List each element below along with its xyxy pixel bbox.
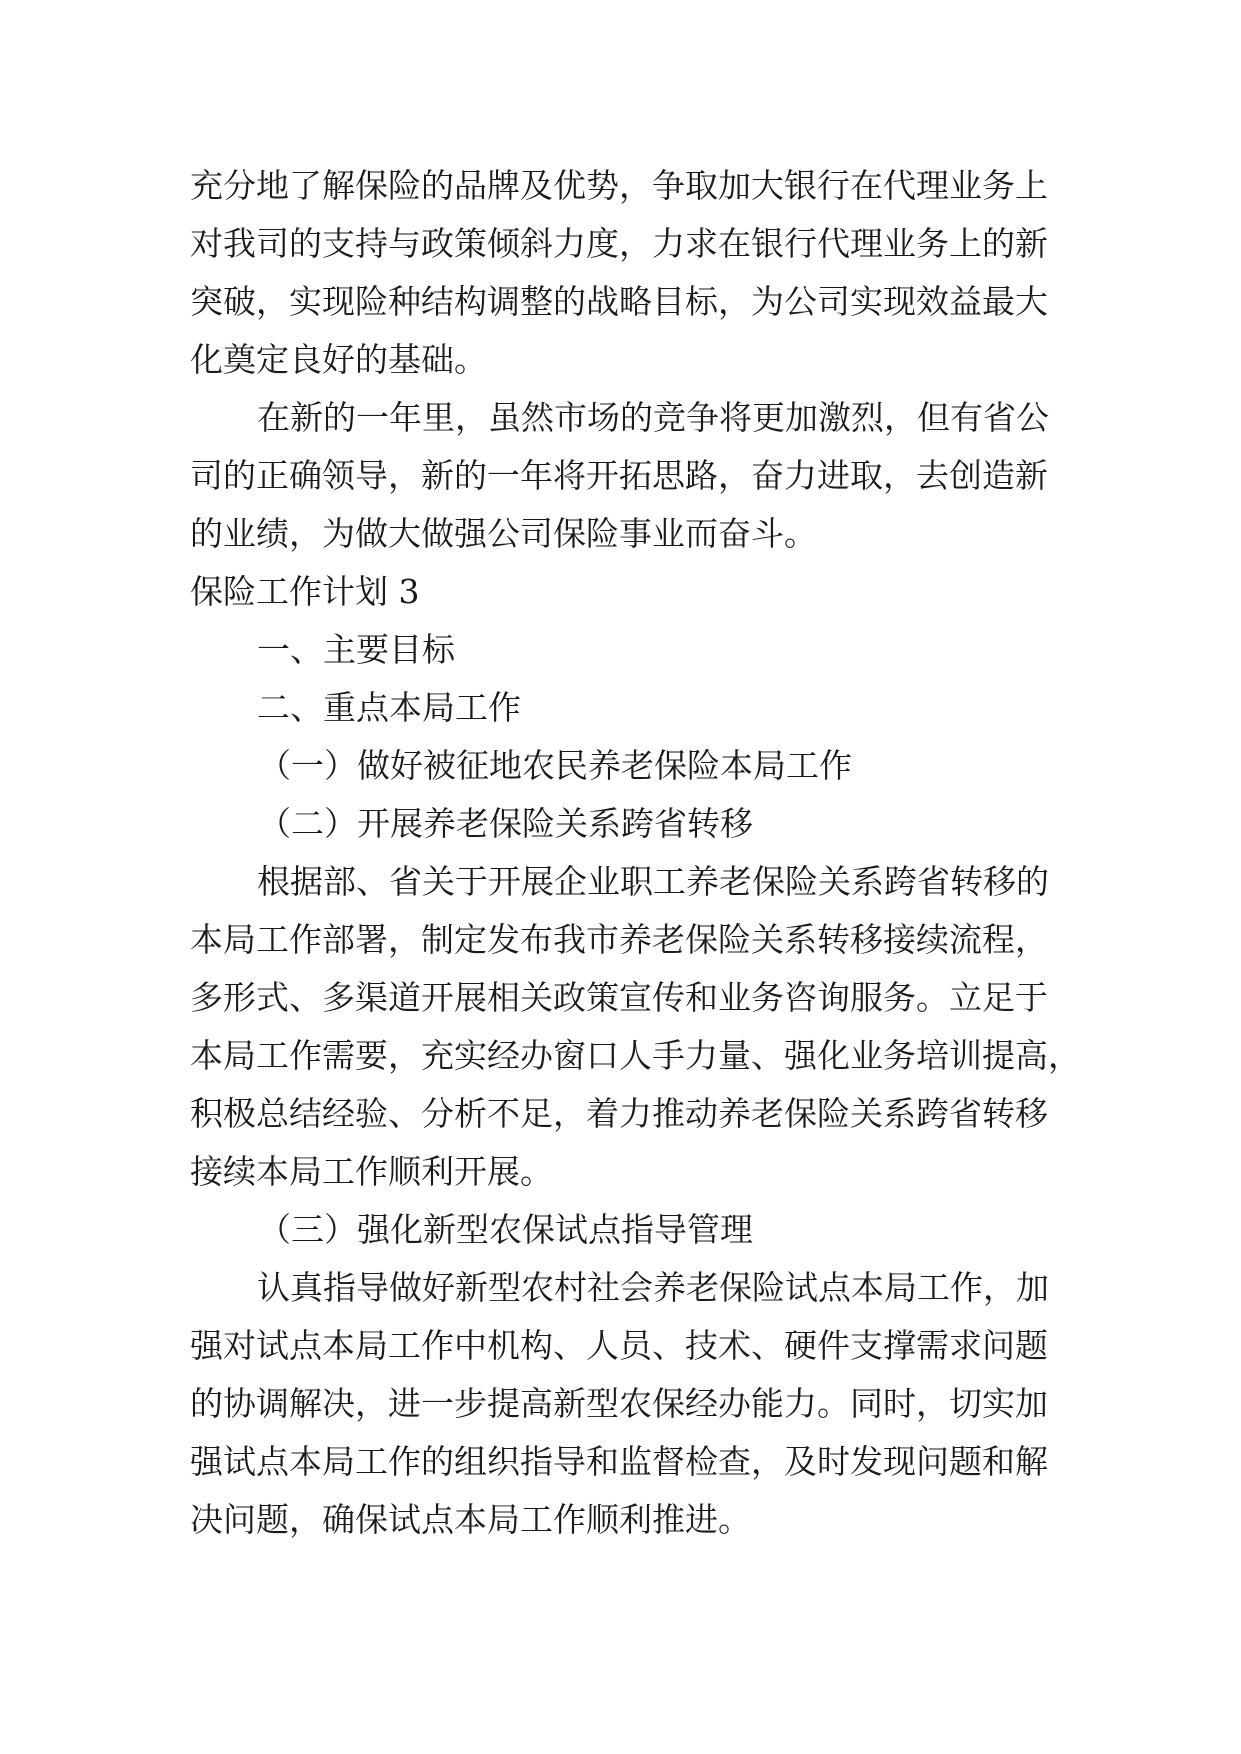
subheading-3: （三）强化新型农保试点指导管理 [258,1210,753,1249]
subheading-2: （二）开展养老保险关系跨省转移 [258,804,753,843]
section-title: 保险工作计划 3 [190,572,420,611]
paragraph-line: 充分地了解保险的品牌及优势，争取加大银行在代理业务上 [190,166,1048,205]
paragraph-line: 对我司的支持与政策倾斜力度，力求在银行代理业务上的新 [190,224,1048,263]
paragraph-line: 化奠定良好的基础。 [190,340,487,379]
heading-main-goal: 一、主要目标 [257,630,455,669]
paragraph-line: 决问题，确保试点本局工作顺利推进。 [190,1500,751,1539]
paragraph-line: 的协调解决，进一步提高新型农保经办能力。同时，切实加 [190,1384,1048,1423]
paragraph-line: 在新的一年里，虽然市场的竞争将更加激烈，但有省公 [257,398,1049,437]
paragraph-line: 突破，实现险种结构调整的战略目标，为公司实现效益最大 [190,282,1048,321]
paragraph-line: 认真指导做好新型农村社会养老保险试点本局工作，加 [257,1268,1049,1307]
paragraph-line: 根据部、省关于开展企业职工养老保险关系跨省转移的 [257,862,1049,901]
heading-key-work: 二、重点本局工作 [257,688,521,727]
paragraph-line: 司的正确领导，新的一年将开拓思路，奋力进取，去创造新 [190,456,1048,495]
paragraph-line: 强试点本局工作的组织指导和监督检查，及时发现问题和解 [190,1442,1048,1481]
paragraph-line: 本局工作需要，充实经办窗口人手力量、强化业务培训提高， [190,1036,1081,1075]
paragraph-line: 积极总结经验、分析不足，着力推动养老保险关系跨省转移 [190,1094,1048,1133]
paragraph-line: 接续本局工作顺利开展。 [190,1152,553,1191]
paragraph-line: 的业绩，为做大做强公司保险事业而奋斗。 [190,514,817,553]
paragraph-line: 本局工作部署，制定发布我市养老保险关系转移接续流程， [190,920,1048,959]
paragraph-line: 多形式、多渠道开展相关政策宣传和业务咨询服务。立足于 [190,978,1048,1017]
paragraph-line: 强对试点本局工作中机构、人员、技术、硬件支撑需求问题 [190,1326,1048,1365]
subheading-1: （一）做好被征地农民养老保险本局工作 [258,746,852,785]
